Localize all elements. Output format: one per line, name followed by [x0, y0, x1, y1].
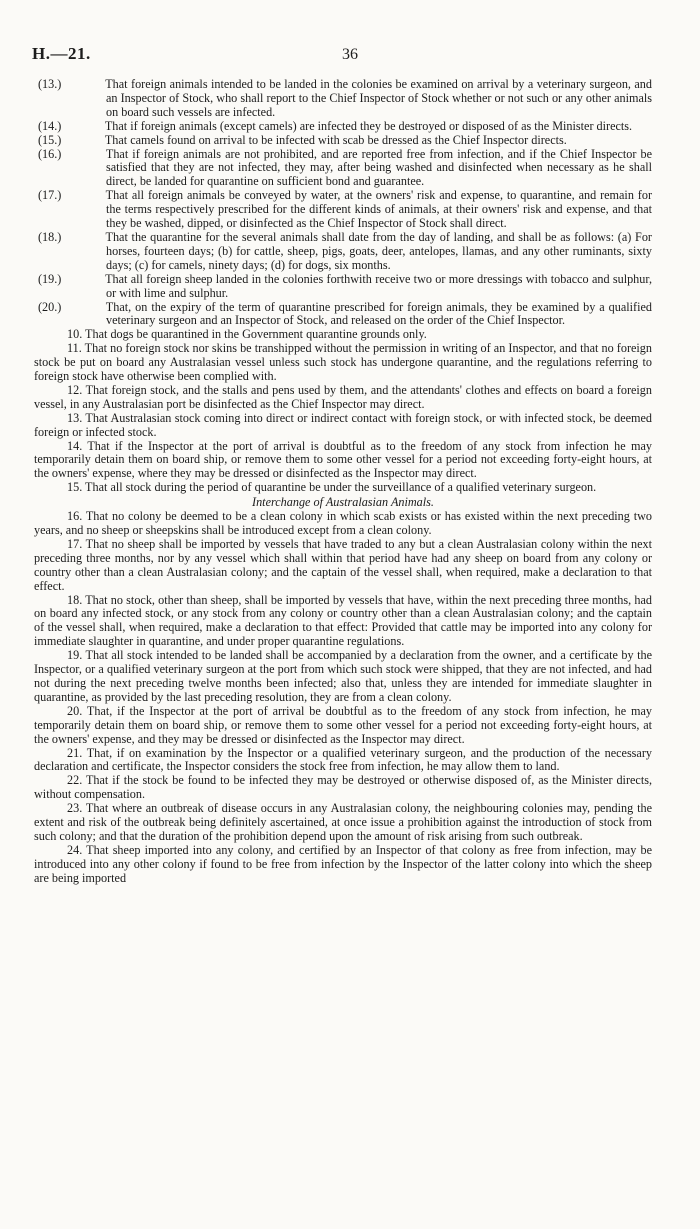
sub-item-text: That foreign animals intended to be landed in the colonies be examined on arrival by a veterinary surgeon, and an Inspector of Stock, who shall report to the Chief Inspector of Stock whether or not such or any other animals on board such vessels are infected.: [105, 77, 652, 119]
numbered-paragraph: 14. That if the Inspector at the port of arrival is doubtful as to the freedom of any stock from infection he may temporarily detain them on board ship, or remove them to some other vessel for a period not exceeding forty-eight hours, at the owners' expense, where they may be dressed or disinfected as the Inspector may direct.: [34, 438, 652, 481]
sub-item-number: (13.): [38, 77, 62, 91]
paragraph-list-interchange: [34, 510, 652, 885]
sub-item-text: That if foreign animals are not prohibited, and are reported free from infection, and if the Chief Inspector be satisfied that they are not infected, they may, after being washed and disinfected when necessary as he shall direct, be landed for quarantine on sufficient bond and guarantee.: [105, 146, 652, 189]
sub-item-number: (18.): [38, 229, 62, 244]
numbered-paragraph: 24. That sheep imported into any colony, and certified by an Inspector of that colony as free from infection, may be introduced into any other colony if found to be free from infection by the Inspector of the latter colony into which the sheep are being imported: [34, 842, 652, 885]
sub-item-text: That if foreign animals (except camels) are infected they be destroyed or disposed of as the Minister directs.: [104, 118, 633, 133]
sub-item: [34, 301, 652, 329]
numbered-paragraph: 23. That where an outbreak of disease occurs in any Australasian colony, the neighbouring colonies may, pending the extent and risk of the outbreak being definitely ascertained, at once issue a prohibition against the introduction of stock from such colony; and that the duration of the prohibition depend upon the amount of risk arising from such outbreak.: [34, 801, 652, 843]
sub-item-number: (14.): [38, 118, 62, 133]
sub-item: [34, 189, 652, 231]
sub-item: [34, 120, 652, 134]
sub-item-text: That the quarantine for the several animals shall date from the day of landing, and shall be as follows: (a) For horses, fourteen days; (b) for cattle, sheep, pigs, goats, deer, antelopes, llamas, and any other ruminants, sixty days; (c) for camels, ninety days; (d) for dogs, six months.: [105, 229, 652, 272]
paragraph-list-quarantine: [34, 328, 652, 495]
sub-item-number: (20.): [38, 299, 62, 314]
sub-item-list: [34, 78, 652, 328]
document-body: [34, 78, 652, 886]
numbered-paragraph: 20. That, if the Inspector at the port of arrival be doubtful as to the freedom of any stock from infection, he may temporarily detain them on board ship, or remove them to some other vessel for a period not exceeding forty-eight hours, at the owners' expense, and they may be dressed or disinfected as the Inspector may direct.: [34, 703, 652, 746]
sub-item-number: (17.): [38, 188, 62, 203]
sub-item: [34, 134, 652, 148]
sub-item: [34, 273, 652, 301]
numbered-paragraph: 15. That all stock during the period of quarantine be under the surveillance of a qualified veterinary surgeon.: [67, 480, 597, 495]
numbered-paragraph: 12. That foreign stock, and the stalls and pens used by them, and the attendants' clothes and effects on board a foreign vessel, in any Australasian port be disinfected as the Chief Inspector may direct.: [34, 382, 652, 411]
numbered-paragraph: 22. That if the stock be found to be infected they may be destroyed or otherwise disposed of, as the Minister directs, without compensation.: [34, 773, 652, 802]
sub-item-number: (15.): [38, 132, 62, 147]
numbered-paragraph: 13. That Australasian stock coming into direct or indirect contact with foreign stock, or with infected stock, be deemed foreign or infected stock.: [34, 410, 652, 439]
numbered-paragraph: 17. That no sheep shall be imported by vessels that have traded to any but a clean Australasian colony within the next preceding three months, nor by any vessel which shall within that period have had any sheep on board from any colony or country other than a clean Australasian colony; and the captain of the vessel shall, when required, make a declaration to that effect.: [34, 536, 652, 593]
document-id: H.—21.: [32, 44, 91, 63]
numbered-paragraph: 11. That no foreign stock nor skins be transhipped without the permission in writing of an Inspector, and that no foreign stock be put on board any Australasian vessel unless such stock has undergone quarantine, and the regulations referring to foreign stock have otherwise been complied with.: [34, 341, 652, 384]
sub-item: [34, 148, 652, 190]
numbered-paragraph: 16. That no colony be deemed to be a clean colony in which scab exists or has existed within the next preceding two years, and no sheep or sheepskins shall be introduced except from a clean colony.: [34, 509, 652, 537]
numbered-paragraph: 18. That no stock, other than sheep, shall be imported by vessels that have, within the next preceding three months, had on board any infected stock, or any stock from any colony or country other than a clean Australasian colony; and the captain of the vessel shall, when required, make a declaration to that effect: Provided that cattle may be imported into any colony for immediate slaughter in quarantine, and under proper quarantine regulations.: [34, 592, 652, 649]
sub-item-number: (16.): [38, 146, 62, 161]
sub-item: [34, 78, 652, 120]
numbered-paragraph: 19. That all stock intended to be landed shall be accompanied by a declaration from the owner, and a certificate by the Inspector, or a qualified veterinary surgeon at the port from which such stock were shipped, that they are not infected, and had not during the next preceding twelve months been infected; also that, unless they are intended for immediate slaughter in quarantine, as provided by the last preceding resolution, they are from a clean colony.: [34, 648, 652, 704]
sub-item: [34, 231, 652, 273]
sub-item-text: That all foreign animals be conveyed by water, at the owners' risk and expense, to quarantine, and remain for the terms respectively prescribed for the different kinds of animals, at their owners' risk and expense, and that they be washed, dipped, or disinfected as the Chief Inspector of Stock shall direct.: [105, 188, 653, 231]
page-number: 36: [342, 46, 358, 63]
sub-item-number: (19.): [38, 271, 62, 286]
sub-item-text: That, on the expiry of the term of quarantine prescribed for foreign animals, they be examined by a qualified veterinary surgeon and an Inspector of Stock, and released on the order of the Chief Inspector.: [105, 299, 653, 328]
sub-item-text: That all foreign sheep landed in the colonies forthwith receive two or more dressings with tobacco and sulphur, or with lime and sulphur.: [105, 271, 652, 300]
numbered-paragraph: 10. That dogs be quarantined in the Government quarantine grounds only.: [67, 327, 427, 342]
numbered-paragraph: 21. That, if on examination by the Inspector or a qualified veterinary surgeon, and the production of the necessary declaration and certificate, the Inspector considers the stock free from infection, he may allow them to land.: [34, 745, 652, 774]
sub-item-text: That camels found on arrival to be infected with scab be dressed as the Chief Inspector directs.: [104, 132, 567, 147]
section-heading: Interchange of Australasian Animals.: [252, 495, 434, 510]
